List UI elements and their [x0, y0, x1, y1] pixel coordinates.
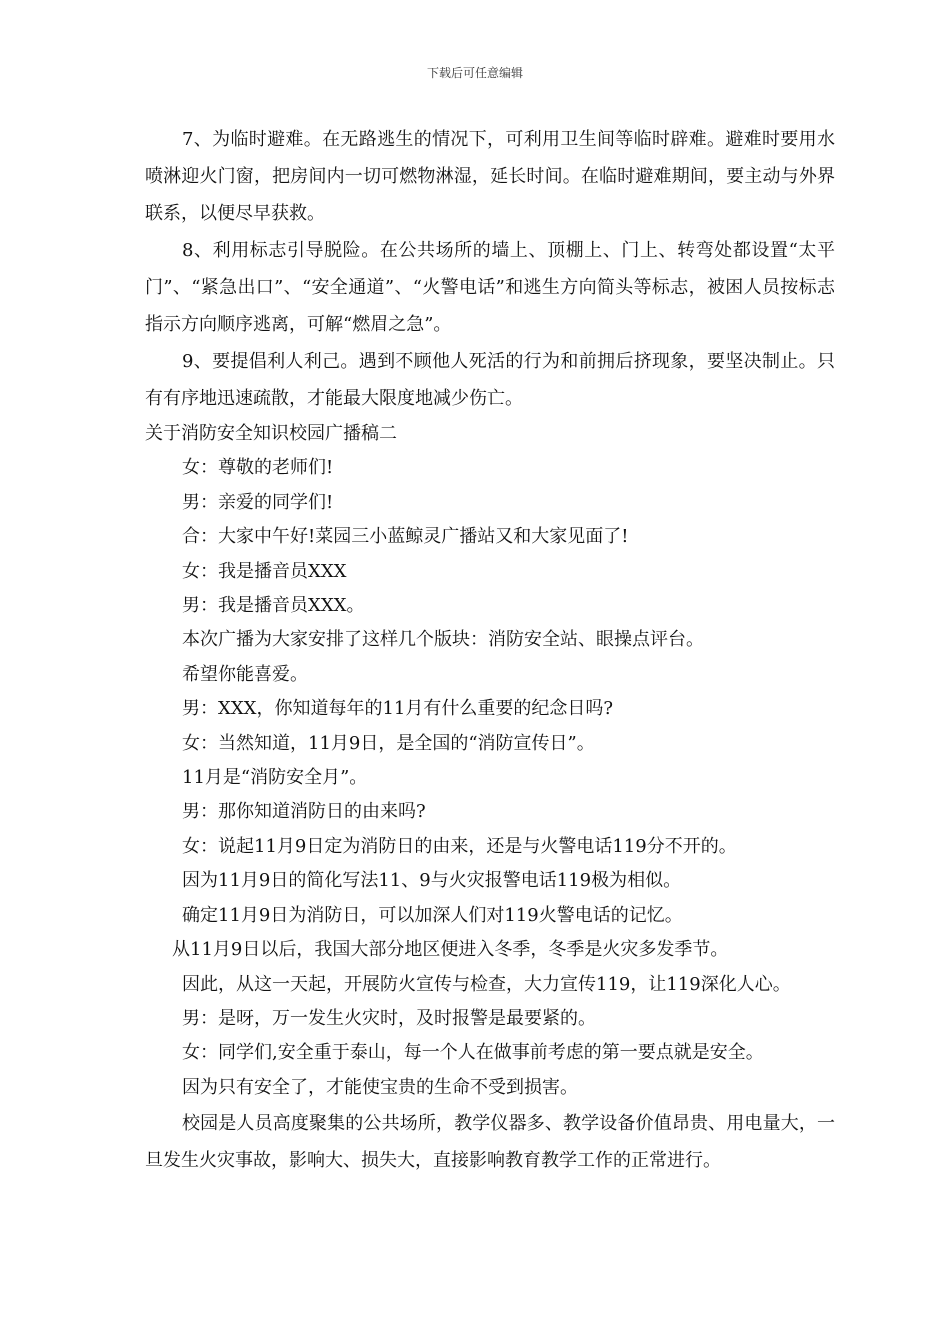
script-line: 女：尊敬的老师们! — [182, 457, 334, 479]
script-line: 女：当然知道，11月9日，是全国的“消防宣传日”。 — [182, 732, 595, 754]
document-body — [145, 121, 835, 1179]
closing-paragraph: 校园是人员高度聚集的公共场所，教学仪器多、教学设备价值昂贵、用电量大，一旦发生火灾事故，影响大、损失大，直接影响教育教学工作的正常进行。 — [145, 1113, 835, 1172]
script-line: 男：亲爱的同学们! — [182, 491, 334, 513]
script-line: 希望你能喜爱。 — [182, 663, 308, 685]
script-line: 从11月9日以后，我国大部分地区便进入冬季，冬季是火灾多发季节。 — [172, 939, 729, 961]
script-line: 男：我是播音员XXX。 — [182, 595, 365, 617]
page-header: 下载后可任意编辑 — [426, 66, 523, 80]
script-line: 女：同学们,安全重于泰山，每一个人在做事前考虑的第一要点就是安全。 — [182, 1042, 764, 1064]
script-line: 本次广播为大家安排了这样几个版块：消防安全站、眼操点评台。 — [182, 629, 704, 651]
script-line: 合：大家中午好!菜园三小蓝鲸灵广播站又和大家见面了! — [182, 526, 629, 548]
script-line: 因此，从这一天起，开展防火宣传与检查，大力宣传119，让119深化人心。 — [182, 973, 791, 995]
section-title: 关于消防安全知识校园广播稿二 — [145, 423, 397, 444]
paragraph-8: 8、利用标志引导脱险。在公共场所的墙上、顶棚上、门上、转弯处都设置“太平门”、“紧急出口”、“安全通道”、“火警电话”和逃生方向简头等标志，被困人员按标志指示方向顺序逃离，可解“燃眉之急”。 — [145, 240, 835, 335]
script-line: 11月是“消防安全月”。 — [182, 767, 368, 789]
script-line: 因为只有安全了，才能使宝贵的生命不受到损害。 — [182, 1076, 578, 1098]
script-line: 女：说起11月9日定为消防日的由来，还是与火警电话119分不开的。 — [182, 835, 737, 857]
script-line: 女：我是播音员XXX — [182, 560, 347, 582]
paragraph-7: 7、为临时避难。在无路逃生的情况下，可利用卫生间等临时辟难。避难时要用水喷淋迎火门窗，把房间内一切可燃物淋湿，延长时间。在临时避难期间，要主动与外界联系，以便尽早获救。 — [145, 129, 835, 224]
script-line: 男：是呀，万一发生火灾时，及时报警是最要紧的。 — [182, 1007, 596, 1029]
script-line: 因为11月9日的简化写法11、9与火灾报警电话119极为相似。 — [182, 870, 682, 892]
script-line: 确定11月9日为消防日，可以加深人们对119火警电话的记忆。 — [182, 904, 683, 926]
script-line: 男：XXX，你知道每年的11月有什么重要的纪念日吗? — [182, 698, 613, 720]
script-line: 男：那你知道消防日的由来吗? — [182, 801, 426, 823]
paragraph-9: 9、要提倡利人利己。遇到不顾他人死活的行为和前拥后挤现象，要坚决制止。只有有序地迅速疏散，才能最大限度地减少伤亡。 — [145, 351, 835, 409]
